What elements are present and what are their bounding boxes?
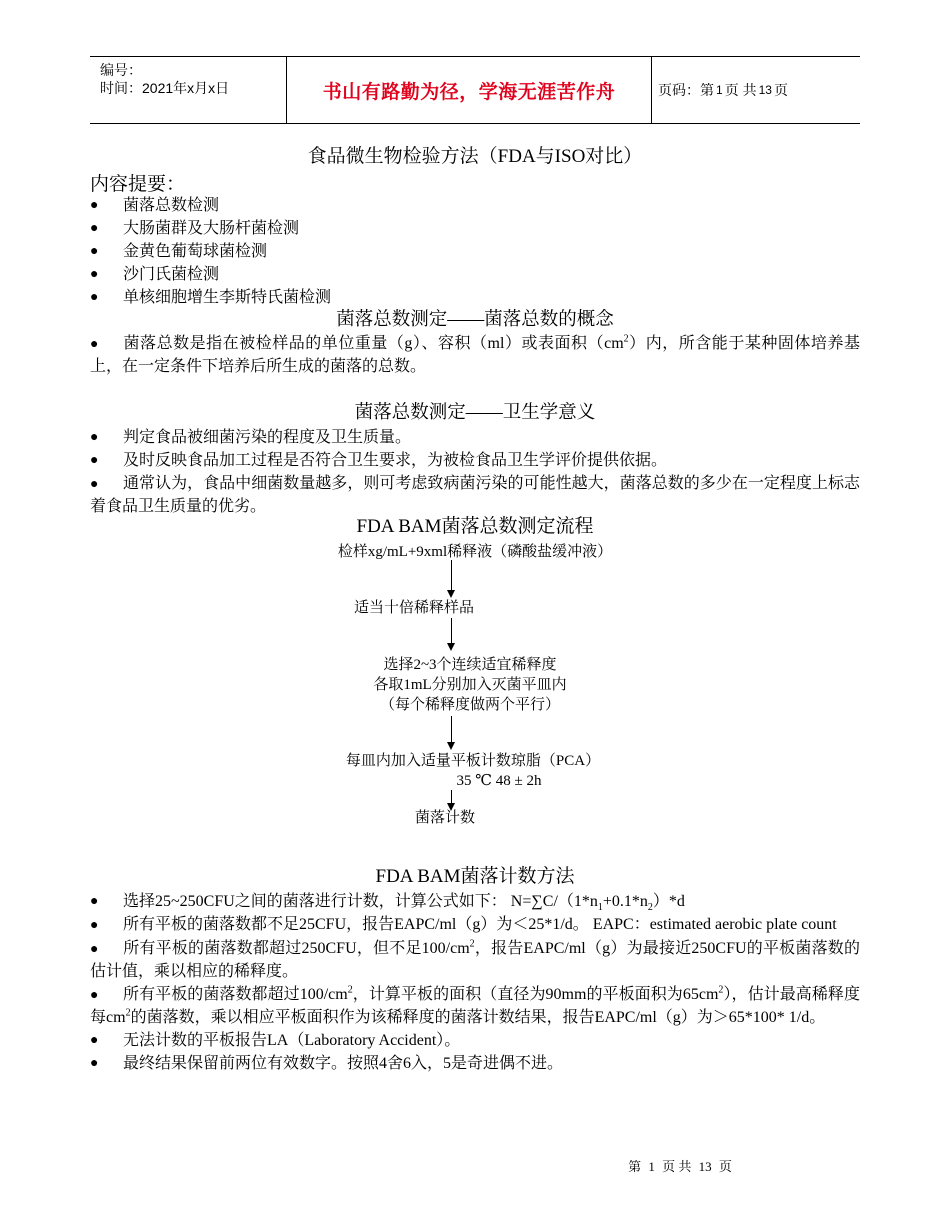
hygiene-text: 通常认为，食品中细菌数量越多，则可考虑致病菌污染的可能性越大，菌落总数的多少在一定程度上标志着食品卫生质量的优劣。 [90, 475, 860, 515]
count-item: ● 最终结果保留前两位有效数字。按照4舍6入，5是奇进偶不进。 [90, 1053, 860, 1075]
hygiene-item: ● 及时反映食品加工过程是否符合卫生要求，为被检食品卫生学评价提供依据。 [90, 450, 860, 472]
flow-step-5: 菌落计数 [414, 810, 475, 826]
hygiene-item: ● 通常认为，食品中细菌数量越多，则可考虑致病菌污染的可能性越大，菌落总数的多少在一定程度上标志着食品卫生质量的优劣。 [90, 475, 860, 515]
arrow-down-icon [447, 590, 455, 598]
footer-page-total: 13 [698, 1159, 712, 1174]
contents-item: ● 沙门氏菌检测 [90, 264, 860, 286]
flow-step-1: 检样xg/mL+9xml稀释液（磷酸盐缓冲液） [337, 544, 613, 560]
contents-item: ● 菌落总数检测 [90, 195, 860, 217]
count-text: 所有平板的菌落数都超过100/cm [123, 986, 348, 1003]
page-suffix: 页 [773, 82, 788, 98]
superscript: 2 [125, 1007, 131, 1019]
hygiene-list [90, 427, 860, 518]
count-text: ），估计最高稀释度每cm [90, 986, 860, 1026]
count-item: ● 无法计数的平板报告LA（Laboratory Accident）。 [90, 1030, 860, 1052]
contents-item: ● 金黄色葡萄球菌检测 [90, 241, 860, 263]
count-item: ● 所有平板的菌落数都不足25CFU，报告EAPC/ml（g）为＜25*1/d。 EAPC：estimated aerobic plate count [90, 916, 837, 933]
superscript: 2 [718, 984, 724, 996]
flow-connector [451, 618, 452, 643]
subscript: 1 [597, 902, 603, 914]
arrow-down-icon [447, 742, 455, 750]
flow-connector [451, 790, 452, 803]
count-text: ，计算平板的面积（直径为90mm的平板面积为65cm [352, 986, 719, 1003]
superscript: 2 [347, 984, 353, 996]
serial-label: 编号： [100, 62, 142, 78]
motto: 书山有路勤为径，学海无涯苦作舟 [322, 80, 616, 103]
page-mid: 页 共 [724, 82, 757, 98]
count-text: 选择25~250CFU之间的菌落进行计数，计算公式如下： N=∑C/（1*n [123, 893, 598, 910]
flow-step-3 [90, 655, 860, 715]
hygiene-heading: 菌落总数测定——卫生学意义 [354, 403, 596, 423]
contents-item: ● 单核细胞增生李斯特氏菌检测 [90, 287, 860, 309]
concept-text: ）内，所含能于某种固体培养基上，在一定条件下培养后所生成的菌落的总数。 [90, 335, 860, 375]
hygiene-item: ● 判定食品被细菌污染的程度及卫生质量。 [90, 427, 860, 449]
concept-heading: 菌落总数测定——菌落总数的概念 [336, 310, 614, 330]
page-total: 13 [758, 83, 772, 97]
date-label: 时间：2021年x月x日 [100, 80, 230, 96]
concept-paragraph: ● 菌落总数是指在被检样品的单位重量（g）、容积（ml）或表面积$(cm^2)$内，所含能于某种固体培养基上，在一定条件下培养后所生成的菌落的总数。 [90, 333, 860, 375]
flow-connector [451, 716, 452, 742]
page-footer [0, 1156, 950, 1175]
count-text: 所有平板的菌落数都超过250CFU，但不足100/cm [123, 940, 470, 957]
count-item: ● 所有平板的菌落数都超过250CFU，但不足$100/cm^2$，报告EAPC/ml（g）为最接近250CFU的平板菌落数的估计值，乘以相应的稀释度。 [90, 938, 860, 980]
contents-list [90, 195, 860, 309]
flow-step-4-line: 每皿内加入适量平板计数琼脂（PCA） [345, 753, 601, 769]
count-text: ，报告EAPC/ml（g）为最接近250CFU的平板菌落数的估计值，乘以相应的稀释度。 [90, 940, 860, 980]
document-title: 食品微生物检验方法（FDA与ISO对比） [307, 146, 643, 167]
flow-step-4-line: 35 ℃ 48 ± 2h [456, 773, 542, 789]
footer-mid: 页 共 [662, 1159, 692, 1174]
footer-page-number: 1 [648, 1159, 655, 1174]
count-item: ● 所有平板的菌落数都超过$100/cm^2$，计算平板的面积（直径为90mm的平板面积为$65cm^2$），估计最高稀释度每$cm^2$的菌落数，乘以相应平板面积作为该稀释度的菌落计数结果，报告EAPC/ml（g）为＞65*100* 1/d。 [90, 984, 860, 1026]
flow-step-2: 适当十倍稀释样品 [353, 600, 474, 616]
count-heading: FDA BAM菌落计数方法 [375, 866, 575, 887]
arrow-down-icon [447, 643, 455, 651]
header-meta [90, 57, 286, 123]
subscript: 2 [647, 902, 653, 914]
page-prefix: 页码：第 [658, 82, 714, 98]
contents-item: ● 大肠菌群及大肠杆菌检测 [90, 218, 860, 240]
flow-heading: FDA BAM菌落总数测定流程 [356, 516, 594, 537]
superscript: 2 [469, 938, 475, 950]
footer-prefix: 第 [628, 1159, 642, 1174]
count-text: 所有平板的菌落数都不足25CFU，报告EAPC/ml（g）为＜25*1/d。 EAPC：estimated aerobic plate count [123, 916, 837, 933]
page-header [90, 56, 860, 124]
count-text: ）*d [652, 893, 685, 910]
concept-text: 菌落总数是指在被检样品的单位重量（g）、容积（ml）或表面积（cm [123, 335, 624, 352]
flow-connector [451, 560, 452, 590]
flow-step-3-line: 选择2~3个连续适宜稀释度 [383, 657, 557, 673]
header-page-info [650, 57, 860, 123]
superscript: 2 [623, 333, 629, 345]
count-text: 的菌落数，乘以相应平板面积作为该稀释度的菌落计数结果，报告EAPC/ml（g）为＞65*100* 1/d。 [130, 1009, 826, 1026]
footer-suffix: 页 [718, 1159, 732, 1174]
contents-heading: 内容提要： [90, 174, 186, 195]
flow-step-3-line: 各取1mL分别加入灭菌平皿内 [373, 677, 567, 693]
header-motto-cell [286, 57, 652, 123]
page-number: 1 [716, 83, 723, 97]
flow-step-3-line: （每个稀释度做两个平行） [379, 697, 560, 713]
count-item-formula [90, 891, 860, 913]
flow-step-4 [90, 751, 860, 791]
count-text: +0.1*n [602, 893, 648, 910]
count-list [90, 891, 860, 1075]
